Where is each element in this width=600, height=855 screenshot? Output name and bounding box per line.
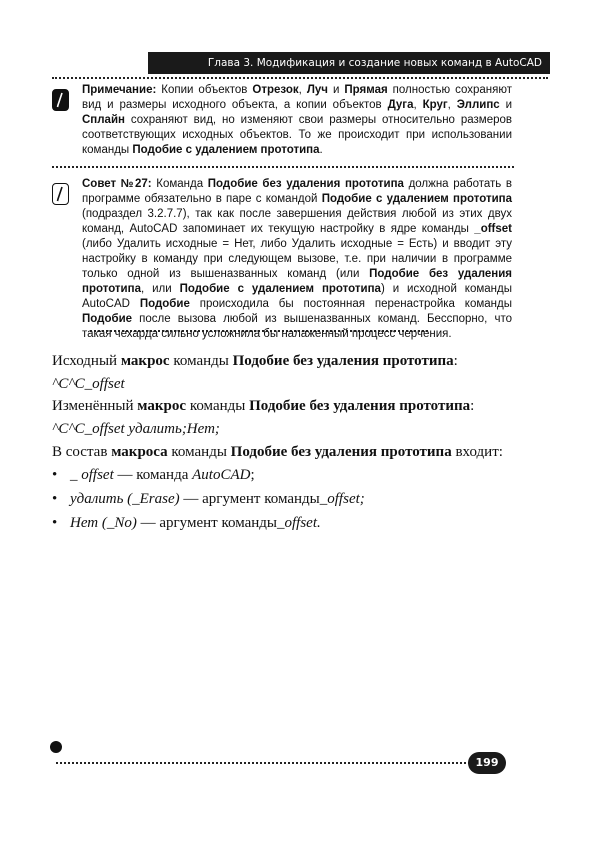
text-run: происходила бы постоянная перенастройка команды	[189, 298, 512, 310]
bold-term: Прямая	[344, 84, 388, 96]
text-run: (подраздел 3.2.7.7), так как после завершения действия любой из этих двух команд, AutoCAD запоминает их текущую настройку в ядре команды	[82, 208, 512, 235]
text-run: и	[499, 99, 512, 111]
list-item: • Нет (_No) — аргумент команды_offset.	[52, 515, 321, 531]
divider-top	[52, 77, 548, 79]
list-item: • _ offset — команда AutoCAD;	[52, 467, 255, 483]
bullet-icon: •	[52, 515, 58, 531]
bold-term: Луч	[306, 84, 328, 96]
text-run: ,	[298, 84, 307, 96]
bullet-icon: •	[52, 491, 58, 507]
bullet-icon: •	[52, 467, 58, 483]
footer-marker	[50, 741, 62, 753]
pen-icon	[52, 183, 69, 205]
bold-term: Подобие с удалением прототипа	[321, 193, 512, 205]
text-run: , или	[140, 283, 180, 295]
bold-term: _offset	[474, 223, 512, 235]
text-run: .	[319, 144, 323, 156]
bold-term: Сплайн	[82, 114, 125, 126]
text-run: сохраняют вид, но изменяют свои размеры относительно размеров соответствующих исходных объектов. То же происходит при использовании команды	[82, 114, 512, 156]
tip-block	[52, 177, 512, 342]
bold-term: Дуга	[387, 99, 414, 111]
text-run: и	[327, 84, 345, 96]
bold-term: Отрезок	[252, 84, 299, 96]
bold-term: Примечание:	[82, 84, 157, 96]
pen-icon	[52, 89, 69, 111]
text-run: ) и исходной команды AutoCAD	[82, 283, 512, 310]
text-run: после вызова любой из вышеназванных команд. Бесспорно, что такая чехарда сильно усложнила бы налаженный процесс черчения.	[82, 313, 512, 340]
macro-code-changed: ^C^C_offset удалить;Нет;	[52, 421, 220, 437]
note-text	[82, 83, 512, 158]
bold-term: Подобие без удаления прототипа	[82, 268, 512, 295]
paragraph-macro-contents: В состав макроса команды Подобие без удаления прототипа входит:	[52, 444, 503, 460]
paragraph-source-macro: Исходный макрос команды Подобие без удаления прототипа:	[52, 353, 458, 369]
text-run: полностью сохраняют вид и размеры исходного объекта, а копии объектов	[82, 84, 512, 111]
divider-middle	[52, 166, 514, 168]
bold-term: Подобие	[82, 313, 133, 325]
text-run: ,	[447, 99, 457, 111]
bold-term: Эллипс	[456, 99, 500, 111]
paragraph-changed-macro: Изменённый макрос команды Подобие без удаления прототипа:	[52, 398, 475, 414]
text-run: Копии объектов	[156, 84, 253, 96]
bold-term: Совет №27:	[82, 178, 152, 190]
text-run: должна работать в программе обязательно в паре с командой	[82, 178, 512, 205]
tip-text	[82, 177, 512, 342]
running-title: Глава 3. Модификация и создание новых команд в AutoCAD	[207, 57, 542, 69]
bold-term: Подобие	[139, 298, 190, 310]
divider-bottom	[90, 330, 428, 332]
text-run: Команда	[151, 178, 208, 190]
bold-term: Круг	[422, 99, 448, 111]
running-header	[148, 52, 550, 74]
page-number: 199	[468, 752, 506, 774]
note-block	[52, 83, 512, 158]
footer-divider	[56, 762, 470, 764]
text-run: ,	[413, 99, 423, 111]
bold-term: Подобие с удалением прототипа	[179, 283, 381, 295]
macro-code-original: ^C^C_offset	[52, 376, 125, 392]
list-item: • удалить (_Erase) — аргумент команды_offset;	[52, 491, 365, 507]
bold-term: Подобие без удаления прототипа	[207, 178, 404, 190]
text-run: (либо Удалить исходные = Нет, либо Удалить исходные = Есть) и вводит эту настройку в команду при следующем вызове, т.е. при наличии в программе только одной из вышеназванных команд (или	[82, 238, 512, 280]
bold-term: Подобие с удалением прототипа	[132, 144, 320, 156]
